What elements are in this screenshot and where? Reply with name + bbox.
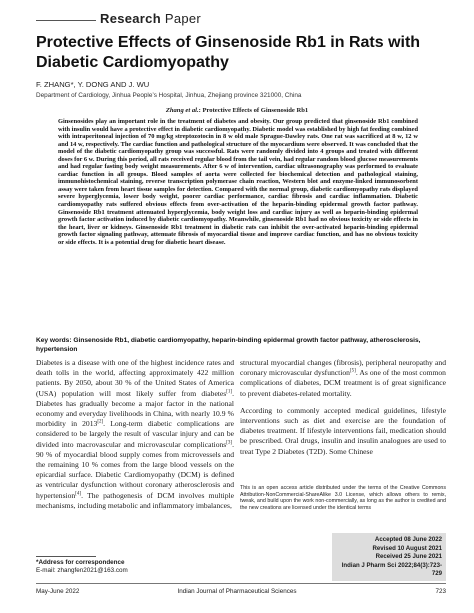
section-label-light: Paper (164, 11, 202, 26)
body-text: Diabetes is a disease with one of the highest incidence rates and death tolls in the world, affecting approximately 422 million patients. By 2050, about 30 % of the United States of America (USA) population will most likely suffer from diabetes (36, 358, 234, 398)
body-text: . Diabetes has gradually become a major factor in the national economy and everyday livelihoods in China, with nearly 10.9 % morbidity in 2013 (36, 388, 234, 429)
citation-ref[interactable]: [5] (349, 368, 356, 374)
body-column-right (240, 358, 446, 464)
footer-journal: Indian Journal of Pharmaceutical Sciences (177, 588, 297, 595)
keywords: Key words: Ginsenoside Rb1, diabetic cardiomyopathy, heparin-binding epidermal growth factor pathway, atherosclerosis, hypertension (36, 337, 421, 353)
footer-issue: May-June 2022 (36, 588, 80, 595)
citation-ref[interactable]: [4] (75, 491, 82, 497)
body-paragraph (240, 358, 446, 399)
body-text: . Long-term diabetic complications are considered to be largely the result of vascular injury and can be divided into macrovascular and microvascular complications (36, 419, 235, 449)
body-column-left (36, 358, 234, 518)
body-text: . 90 % of myocardial blood supply comes from microvessels and the remaining 10 % comes from the large blood vessels on the epicardial surface. Diabetic Cardiomyopathy (DCM) is defined as ventricular dysfunction without coronary atherosclerosis and hypertension (36, 439, 234, 500)
footer-page-number: 723 (435, 588, 446, 595)
article-title: Protective Effects of Ginsenoside Rb1 in Rats with Diabetic Cardiomyopathy (36, 34, 421, 71)
correspondence (36, 559, 128, 575)
correspondence-email[interactable]: E-mail: zhangfen2021@163.com (36, 567, 128, 574)
citation: Indian J Pharm Sci 2022;84(3):723-729 (341, 561, 442, 578)
section-label (100, 11, 201, 26)
body-paragraph: According to commonly accepted medical guidelines, lifestyle interventions such as diet and exercise are the foundation of diabetes treatment. If lifestyle interventions fail, medication should be prescribed. Oral drugs, insulin and insulin analogues are used to treat Type 2 Diabetes (T2D). Some Chinese (240, 405, 446, 456)
running-head (0, 107, 474, 114)
section-label-bold: Research (100, 11, 161, 26)
license-notice: This is an open access article distributed under the terms of the Creative Commons Attribution-NonCommercial-ShareAlike 3.0 License, which allows others to remix, tweak, and build upon the work non-commercially, as long as the author is credited and the new creations are licensed under the identical terms (240, 485, 446, 511)
body-text: structural myocardial changes (fibrosis), peripheral neuropathy and coronary microvascular dysfunction (240, 358, 446, 378)
header-rule (36, 20, 96, 21)
body-text: . The pathogenesis of DCM involves multiple mechanisms, including metabolic and inflammatory imbalances, (36, 490, 234, 510)
running-head-text: : Protective Effects of Ginsenoside Rb1 (198, 107, 309, 114)
citation-ref[interactable]: [3] (226, 440, 233, 446)
correspondence-label: *Address for correspondence (36, 559, 125, 566)
authors: F. ZHANG*, Y. DONG AND J. WU (36, 80, 150, 89)
revised-date: Revised 10 August 2021 (372, 544, 442, 552)
citation-ref[interactable]: [2] (97, 419, 104, 425)
body-text: . As one of the most common complications of diabetes, DCM treatment is of great significance to prevent diabetes-related mortality. (240, 368, 446, 398)
footer-rule (36, 583, 446, 584)
abstract: Ginsenosides play an important role in the treatment of diabetes and obesity. Our group predicted that ginsenoside Rb1 combined with insulin would have a protective effect in diabetic cardiomyopathy. Diabetic model was established by high fat feeding combined with intraperitoneal injection of 70 mg/kg streptozotocin in 8 w old male Sprague-Dawley rats. One rat was sacrificed at 8 w, 12 w and 14 w, respectively. The cardiac function and pathological structure of the myocardium were observed. It was concluded that the model of the diabetic cardiomyopathy group was successful. Rats were randomly divided into 4 groups and treated with different doses for 6 w. During this period, all rats received regular blood from the tail vein, had regular random blood glucose measurements and had regular fasting body weight measurements. After 6 w of intervention, cardiac ultrasonography was performed to evaluate cardiac function in all groups. Blood samples of aorta were collected for biochemical detection and pathological staining, immunohistochemical staining, reverse transcription polymerase chain reaction, Western blot and enzyme-linked immunosorbent assay were taken from heart tissue samples for detection. Compared with the normal group, diabetic cardiomyopathy rats displayed severe hyperglycemia, lower body weight, poorer cardiac performance, cardiac fibrosis and cardiac inflammation. Diabetic cardiomyopathy rats suffered obvious effects from over-activation of the heparin-binding epidermal growth factor pathway. Ginsenoside Rb1 treatment attenuated hyperglycemia, body weight loss and cardiac injury as well as heparin-binding epidermal growth factor activation induced by diabetic cardiomyopathy. Meanwhile, ginsenoside Rb1 had no obvious toxicity or side effects in the heart, liver or kidneys. Ginsenoside Rb1 treatment in diabetic rats can inhibit the over-activated heparin-binding epidermal growth factor signaling pathway, attenuate fibrosis of myocardial tissue and improve cardiac function, and has no obvious toxicity or side effects. It is a potential drug for diabetic heart disease. (58, 118, 418, 246)
correspondence-rule (36, 556, 96, 557)
received-date: Received 25 June 2021 (375, 553, 442, 561)
running-head-author: Zhang et al. (165, 107, 199, 114)
affiliation: Department of Cardiology, Jinhua People’s Hospital, Jinhua, Zhejiang province 321000, China (36, 92, 302, 99)
section-header (36, 10, 446, 28)
citation-ref[interactable]: [1] (226, 389, 233, 395)
accepted-date: Accepted 08 June 2022 (374, 536, 442, 543)
body-paragraph (36, 358, 234, 511)
article-dates-box (332, 533, 446, 581)
